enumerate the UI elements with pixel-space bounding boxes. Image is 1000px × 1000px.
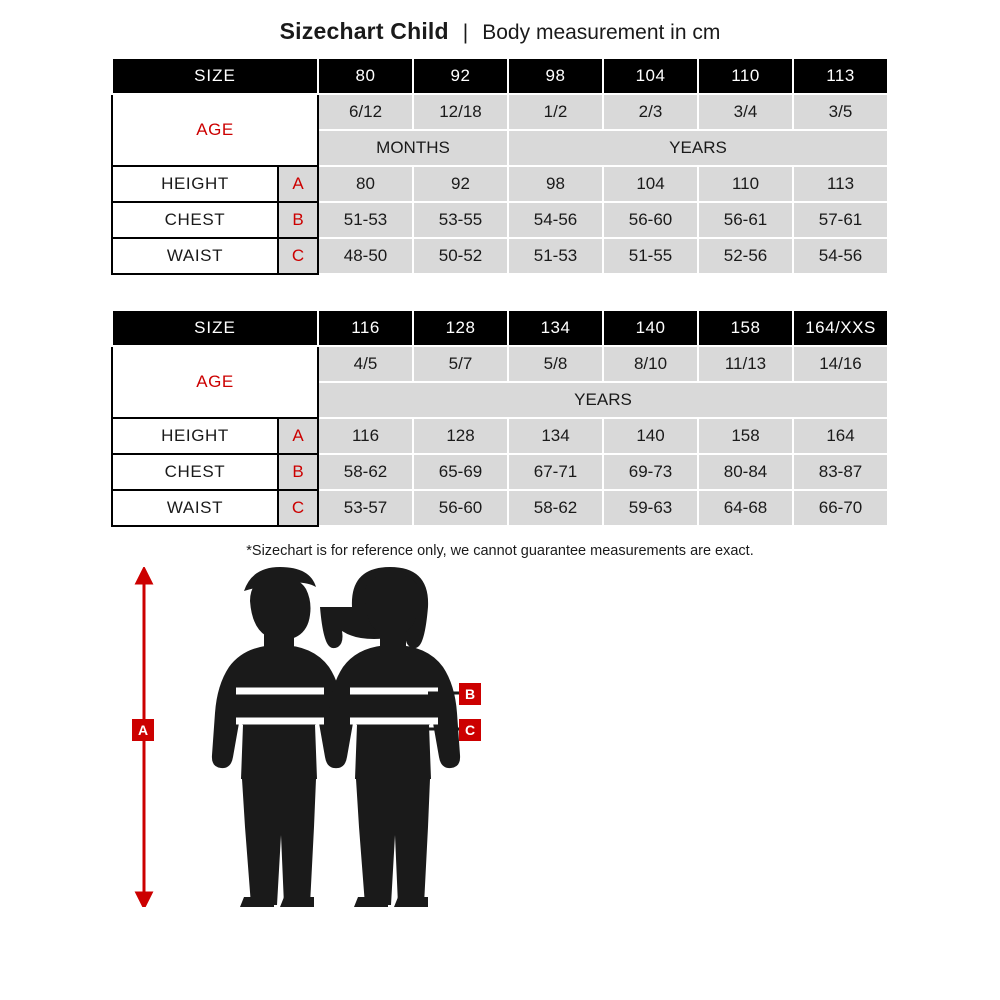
height-val-5: 110 [698, 166, 793, 202]
body-measurement-figure [132, 567, 868, 907]
table-row [112, 166, 888, 202]
chest-val-4: 56-60 [603, 202, 698, 238]
height-val-1: 80 [318, 166, 413, 202]
figure-svg [132, 567, 868, 907]
age2-cell-1: 4/5 [318, 346, 413, 382]
marker-c: C [459, 719, 481, 741]
chest2-val-6: 83-87 [793, 454, 888, 490]
height2-val-3: 134 [508, 418, 603, 454]
age-cell-5: 3/4 [698, 94, 793, 130]
height2-val-6: 164 [793, 418, 888, 454]
size-col-3: 98 [508, 58, 603, 94]
header-size-1: SIZE [112, 58, 318, 94]
sizechart-table-1 [111, 57, 889, 275]
row-label-waist-1: WAIST [112, 238, 278, 274]
size-col-4: 104 [603, 58, 698, 94]
waist2-val-5: 64-68 [698, 490, 793, 526]
tag-b-2: B [278, 454, 318, 490]
age2-unit-years: YEARS [318, 382, 888, 418]
sizechart-table-2 [111, 309, 889, 527]
waist2-val-1: 53-57 [318, 490, 413, 526]
height2-val-2: 128 [413, 418, 508, 454]
table-row [112, 94, 888, 130]
marker-a: A [132, 719, 154, 741]
age-cell-1: 6/12 [318, 94, 413, 130]
age-cell-3: 1/2 [508, 94, 603, 130]
chest-val-3: 54-56 [508, 202, 603, 238]
age2-cell-6: 14/16 [793, 346, 888, 382]
table-row [112, 346, 888, 382]
age-cell-2: 12/18 [413, 94, 508, 130]
size2-col-4: 140 [603, 310, 698, 346]
chest-val-5: 56-61 [698, 202, 793, 238]
waist-val-4: 51-55 [603, 238, 698, 274]
table-row [112, 454, 888, 490]
row-label-height-2: HEIGHT [112, 418, 278, 454]
size2-col-6: 164/XXS [793, 310, 888, 346]
page-title [0, 0, 1000, 57]
waist2-val-2: 56-60 [413, 490, 508, 526]
size2-col-3: 134 [508, 310, 603, 346]
age-label-1: AGE [112, 94, 318, 166]
table-row [112, 310, 888, 346]
row-label-waist-2: WAIST [112, 490, 278, 526]
tag-a-1: A [278, 166, 318, 202]
chest-val-6: 57-61 [793, 202, 888, 238]
height-val-2: 92 [413, 166, 508, 202]
waist-val-6: 54-56 [793, 238, 888, 274]
size-col-2: 92 [413, 58, 508, 94]
waist-val-3: 51-53 [508, 238, 603, 274]
waist2-val-3: 58-62 [508, 490, 603, 526]
title-main: Sizechart Child [279, 18, 449, 44]
age-unit-months: MONTHS [318, 130, 508, 166]
height2-val-1: 116 [318, 418, 413, 454]
chest2-val-4: 69-73 [603, 454, 698, 490]
waist-val-1: 48-50 [318, 238, 413, 274]
tag-c-1: C [278, 238, 318, 274]
chest2-val-1: 58-62 [318, 454, 413, 490]
marker-b: B [459, 683, 481, 705]
footnote: *Sizechart is for reference only, we cannot guarantee measurements are exact. [246, 543, 754, 559]
height-val-4: 104 [603, 166, 698, 202]
age2-cell-4: 8/10 [603, 346, 698, 382]
tag-c-2: C [278, 490, 318, 526]
waist-val-5: 52-56 [698, 238, 793, 274]
tag-a-2: A [278, 418, 318, 454]
table-row [112, 238, 888, 274]
row-label-chest-2: CHEST [112, 454, 278, 490]
girl-silhouette-icon [320, 567, 460, 907]
height2-val-5: 158 [698, 418, 793, 454]
age-label-2: AGE [112, 346, 318, 418]
table-row [112, 58, 888, 94]
waist2-val-4: 59-63 [603, 490, 698, 526]
row-label-chest-1: CHEST [112, 202, 278, 238]
title-subtitle: Body measurement in cm [482, 21, 721, 44]
table-row [112, 418, 888, 454]
age-cell-4: 2/3 [603, 94, 698, 130]
size2-col-5: 158 [698, 310, 793, 346]
height2-val-4: 140 [603, 418, 698, 454]
size-col-6: 113 [793, 58, 888, 94]
table-row [112, 202, 888, 238]
table-row [112, 490, 888, 526]
size2-col-1: 116 [318, 310, 413, 346]
waist2-val-6: 66-70 [793, 490, 888, 526]
size-col-5: 110 [698, 58, 793, 94]
height-val-6: 113 [793, 166, 888, 202]
chest2-val-5: 80-84 [698, 454, 793, 490]
age2-cell-3: 5/8 [508, 346, 603, 382]
chest-val-2: 53-55 [413, 202, 508, 238]
chest-val-1: 51-53 [318, 202, 413, 238]
chest2-val-2: 65-69 [413, 454, 508, 490]
age-unit-years: YEARS [508, 130, 888, 166]
row-label-height-1: HEIGHT [112, 166, 278, 202]
header-size-2: SIZE [112, 310, 318, 346]
size2-col-2: 128 [413, 310, 508, 346]
height-val-3: 98 [508, 166, 603, 202]
tag-b-1: B [278, 202, 318, 238]
size-col-1: 80 [318, 58, 413, 94]
age2-cell-2: 5/7 [413, 346, 508, 382]
age-cell-6: 3/5 [793, 94, 888, 130]
chest2-val-3: 67-71 [508, 454, 603, 490]
waist-val-2: 50-52 [413, 238, 508, 274]
title-separator: | [462, 21, 469, 44]
age2-cell-5: 11/13 [698, 346, 793, 382]
